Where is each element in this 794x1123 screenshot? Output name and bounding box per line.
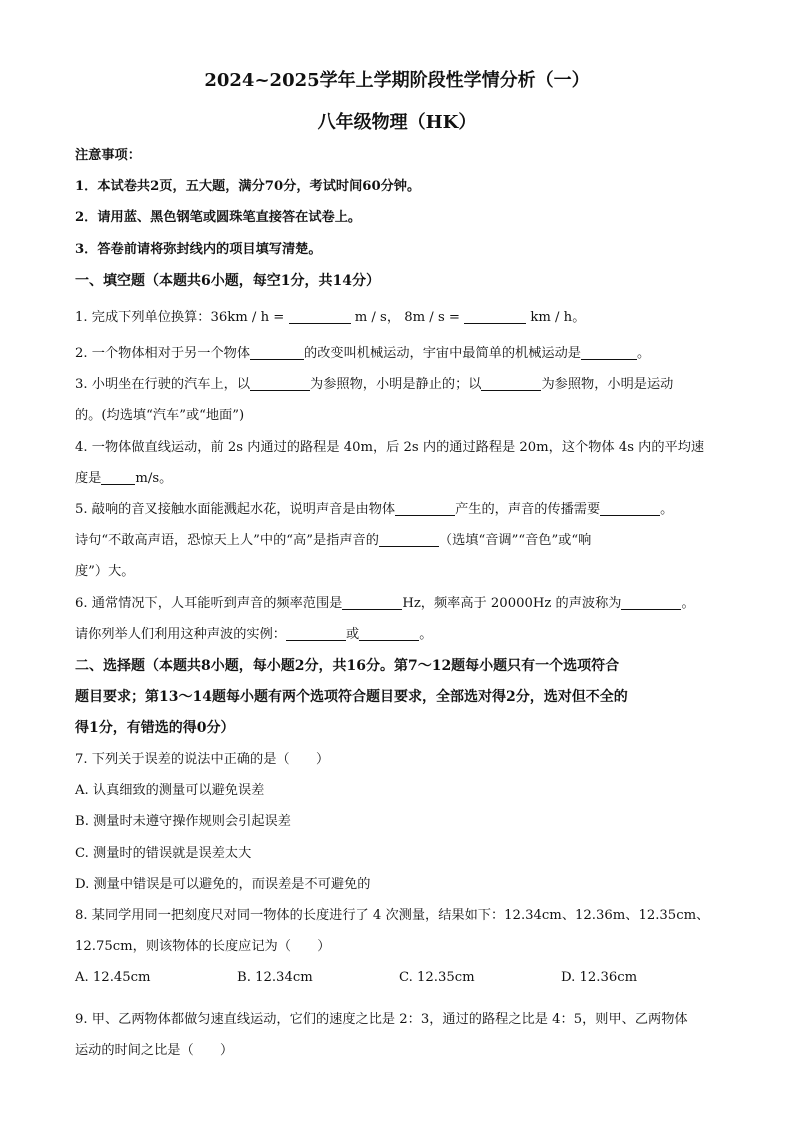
q6-text-a: 6. 通常情况下，人耳能听到声音的频率范围是 (75, 596, 343, 611)
question-8-stem-cont: 12.75cm，则该物体的长度应记为（ ） (75, 939, 331, 954)
question-5 (75, 500, 673, 520)
q6-end-2: 。 (419, 627, 433, 642)
answer-blank[interactable] (464, 309, 526, 324)
page-subtitle: 八年级物理（HK） (317, 112, 477, 133)
question-9-stem: 9. 甲、乙两物体都做匀速直线运动，它们的速度之比是 2：3，通过的路程之比是 4：5，则甲、乙两物体 (75, 1012, 688, 1027)
note-item: 3．答卷前请将弥封线内的项目填写清楚。 (75, 242, 322, 257)
question-6 (75, 594, 695, 614)
q5-end: 。 (660, 502, 674, 517)
answer-blank[interactable] (250, 345, 304, 360)
answer-blank[interactable] (101, 470, 135, 485)
q1-unit-2: km / h (530, 310, 573, 325)
option-b[interactable]: B. 12.34cm (237, 970, 313, 985)
q3-text-c: 为参照物，小明是运动 (541, 377, 674, 392)
q5-text-e: （选填“音调”“音色”或“响 (438, 533, 592, 548)
answer-blank[interactable] (342, 595, 402, 610)
note-item: 2．请用蓝、黑色钢笔或圆珠笔直接答在试卷上。 (75, 210, 362, 225)
option-d[interactable]: D. 测量中错误是可以避免的，而误差是不可避免的 (75, 877, 371, 892)
option-a[interactable]: A. 12.45cm (75, 970, 151, 985)
option-c[interactable]: C. 12.35cm (399, 970, 475, 985)
q5-text-d: 诗句“不敢高声语，恐惊天上人”中的“高”是指声音的 (75, 533, 379, 548)
q1-expr-1: 36km / h = (210, 310, 285, 325)
answer-blank[interactable] (286, 626, 346, 641)
option-d[interactable]: D. 12.36cm (561, 970, 638, 985)
q6-text-e: 或 (346, 627, 360, 642)
question-9-stem-cont: 运动的时间之比是（ ） (75, 1043, 234, 1058)
q6-text-d: 请你列举人们利用这种声波的实例： (75, 627, 286, 642)
answer-blank[interactable] (600, 501, 660, 516)
question-3-cont: 的。(均选填“汽车”或“地面”) (75, 408, 245, 423)
option-b[interactable]: B. 测量时未遵守操作规则会引起误差 (75, 814, 291, 829)
question-6-cont (75, 625, 432, 645)
section-2-heading-end: 得1分，有错选的得0分） (75, 720, 235, 736)
section-1-heading: 一、填空题（本题共6小题，每空1分，共14分） (75, 273, 380, 289)
question-8-stem: 8. 某同学用同一把刻度尺对同一物体的长度进行了 4 次测量，结果如下：12.34cm、12.36m、12.35cm、 (75, 908, 710, 923)
answer-blank[interactable] (481, 376, 541, 391)
question-3 (75, 375, 673, 395)
q6-end: 。 (681, 596, 695, 611)
q4-text-b: 度是 (75, 471, 102, 486)
answer-blank[interactable] (359, 626, 419, 641)
question-4-cont (75, 469, 172, 489)
q5-text-b: 产生的，声音的传播需要 (455, 502, 601, 517)
section-2-heading: 二、选择题（本题共8小题，每小题2分，共16分。第7～12题每小题只有一个选项符合 (75, 658, 620, 674)
q5-text-a: 5. 敲响的音叉接触水面能溅起水花，说明声音是由物体 (75, 502, 396, 517)
question-7-stem: 7. 下列关于误差的说法中正确的是（ ） (75, 752, 330, 767)
q1-sep: ， (386, 310, 401, 325)
q1-expr-2: 8m / s = (404, 310, 460, 325)
q2-text-a: 2. 一个物体相对于另一个物体 (75, 346, 251, 361)
question-2 (75, 344, 650, 364)
q1-unit-1: m / s (354, 310, 387, 325)
question-4: 4. 一物体做直线运动，前 2s 内通过的路程是 40m，后 2s 内的通过路程是 20m，这个物体 4s 内的平均速 (75, 440, 705, 455)
q2-text-b: 的改变叫机械运动，宇宙中最简单的机械运动是 (304, 346, 581, 361)
q6-text-b: Hz，频率高于 20000Hz 的声波称为 (402, 596, 622, 611)
q1-text: 1. 完成下列单位换算： (75, 310, 211, 325)
page-title: 2024~2025学年上学期阶段性学情分析（一） (204, 70, 590, 91)
question-1 (75, 308, 585, 328)
answer-blank[interactable] (250, 376, 310, 391)
q3-text-a: 3. 小明坐在行驶的汽车上，以 (75, 377, 251, 392)
answer-blank[interactable] (289, 309, 351, 324)
question-5-cont (75, 531, 591, 551)
section-2-heading-cont: 题目要求；第13～14题每小题有两个选项符合题目要求，全部选对得2分，选对但不全的 (75, 689, 628, 705)
option-c[interactable]: C. 测量时的错误就是误差太大 (75, 846, 252, 861)
q1-end: 。 (572, 310, 586, 325)
question-5-end: 度”）大。 (75, 564, 135, 579)
answer-blank[interactable] (379, 532, 439, 547)
option-a[interactable]: A. 认真细致的测量可以避免误差 (75, 783, 265, 798)
q4-unit: m/s。 (135, 471, 173, 486)
answer-blank[interactable] (621, 595, 681, 610)
answer-blank[interactable] (581, 345, 637, 360)
q2-end: 。 (636, 346, 651, 361)
q3-text-b: 为参照物，小明是静止的；以 (310, 377, 482, 392)
notes-heading: 注意事项： (75, 148, 141, 163)
answer-blank[interactable] (395, 501, 455, 516)
note-item: 1．本试卷共2页，五大题，满分70分，考试时间60分钟。 (75, 179, 421, 194)
